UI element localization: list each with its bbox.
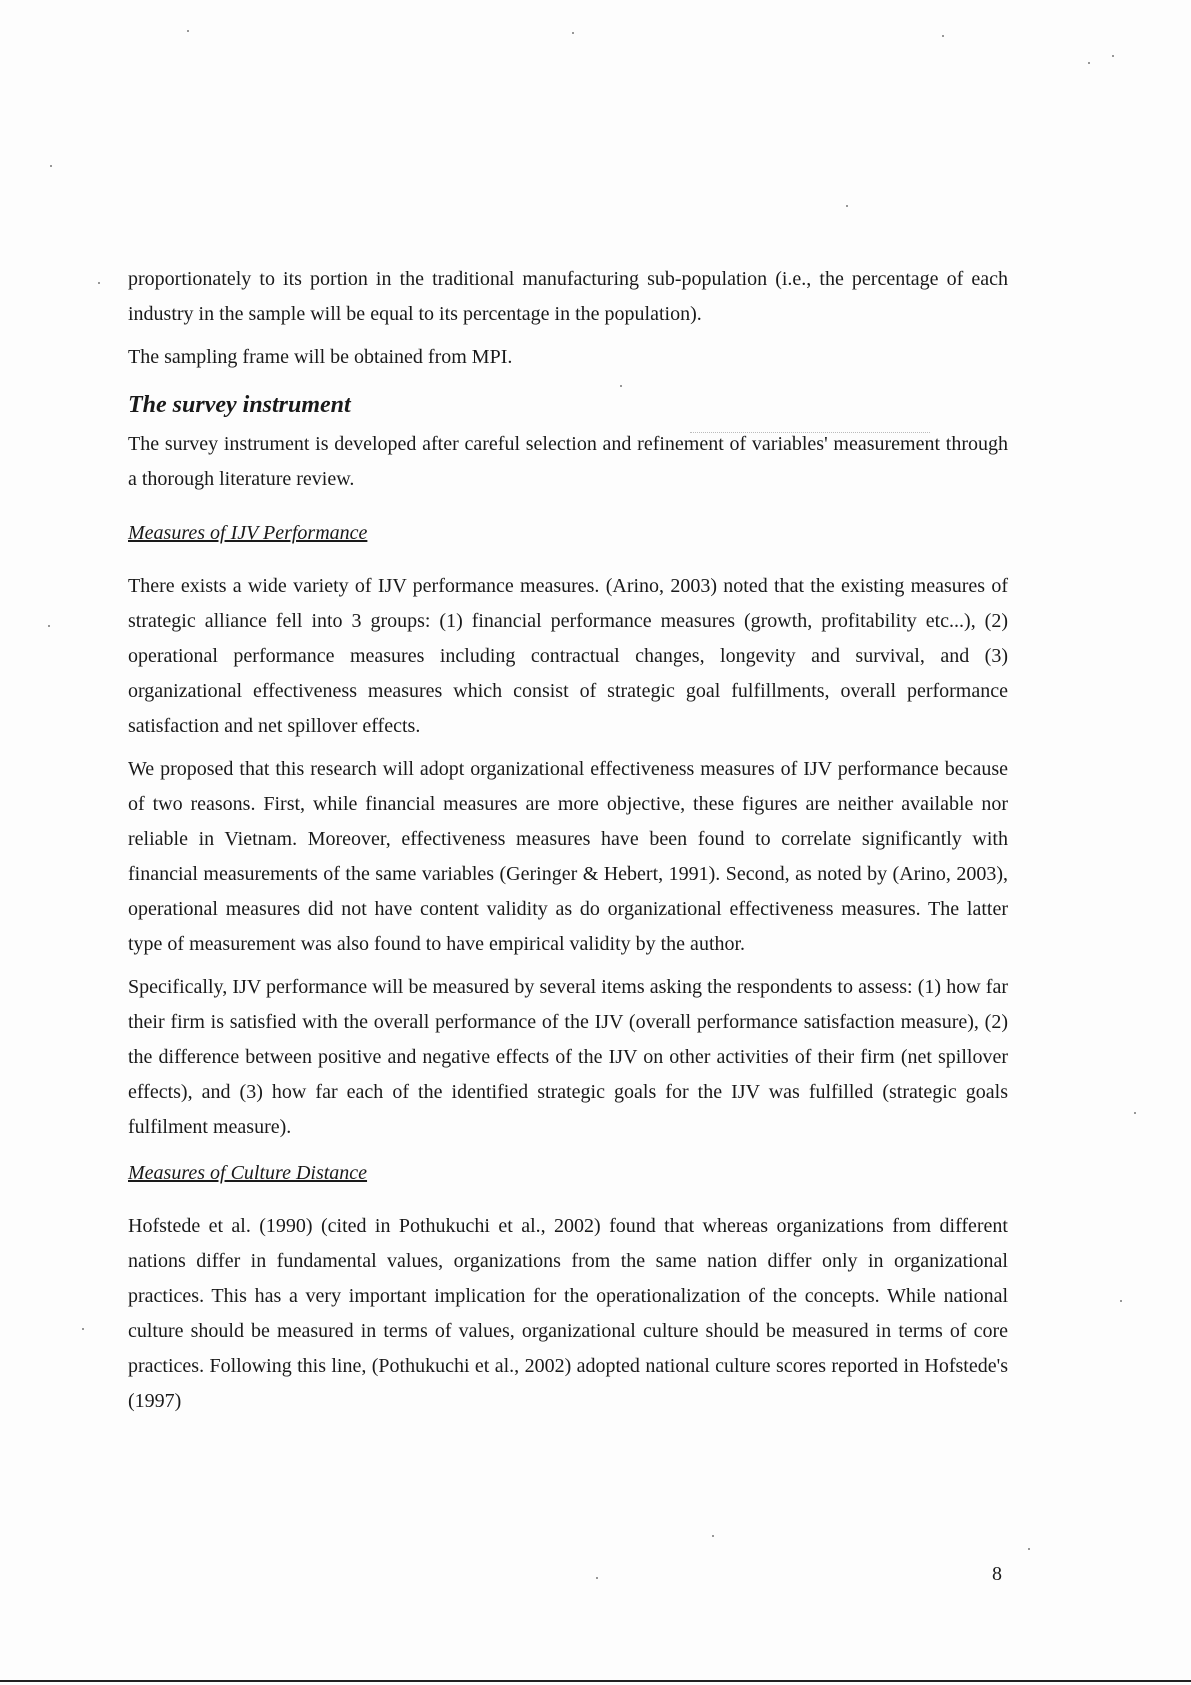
scan-speck — [596, 1577, 598, 1579]
scan-speck — [1088, 62, 1090, 64]
scan-speck — [82, 1328, 84, 1330]
scan-speck — [187, 30, 189, 32]
scan-speck — [48, 625, 50, 627]
paragraph: Specifically, IJV performance will be measured by several items asking the respondents to assess: (1) how far their firm is satisfied with the overall performance of the IJV (overall performance satisfaction measure), (2) the difference between positive and negative effects of the IJV on other activities of their firm (net spillover effects), and (3) how far each of the identified strategic goals for the IJV was fulfilled (strategic goals fulfilment measure). — [128, 976, 1008, 1138]
scan-speck — [1120, 1300, 1122, 1302]
scan-speck — [712, 1535, 714, 1537]
page-number: 8 — [992, 1563, 1002, 1585]
section-heading: The survey instrument — [128, 392, 351, 418]
scan-speck — [50, 165, 52, 167]
scan-speck — [572, 32, 574, 34]
scan-speck — [846, 205, 848, 207]
document-body — [128, 262, 1008, 1427]
subsection-heading: Measures of IJV Performance — [128, 522, 368, 544]
scan-speck — [1134, 1112, 1136, 1114]
paragraph: proportionately to its portion in the traditional manufacturing sub-population (i.e., the percentage of each industry in the sample will be equal to its percentage in the population). — [128, 268, 1008, 325]
paragraph: The sampling frame will be obtained from MPI. — [128, 346, 513, 368]
paragraph: The survey instrument is developed after careful selection and refinement of variables' measurement through a thorough literature review. — [128, 433, 1008, 490]
paragraph: Hofstede et al. (1990) (cited in Pothukuchi et al., 2002) found that whereas organizations from different nations differ in fundamental values, organizations from the same nation differ only in organizational practices. This has a very important implication for the operationalization of the concepts. While national culture should be measured in terms of values, organizational culture should be measured in terms of core practices. Following this line, (Pothukuchi et al., 2002) adopted national culture scores reported in Hofstede's (1997) — [128, 1215, 1008, 1412]
paragraph: There exists a wide variety of IJV performance measures. (Arino, 2003) noted that the existing measures of strategic alliance fell into 3 groups: (1) financial performance measures (growth, profitability etc...), (2) operational performance measures including contractual changes, longevity and survival, and (3) organizational effectiveness measures which consist of strategic goal fulfillments, overall performance satisfaction and net spillover effects. — [128, 575, 1008, 737]
scan-speck — [1112, 55, 1114, 57]
scan-speck — [942, 35, 944, 37]
scan-speck — [1028, 1548, 1030, 1550]
scan-speck — [98, 282, 100, 284]
paragraph: We proposed that this research will adopt organizational effectiveness measures of IJV performance because of two reasons. First, while financial measures are more objective, these figures are neither available nor reliable in Vietnam. Moreover, effectiveness measures have been found to correlate significantly with financial measurements of the same variables (Geringer & Hebert, 1991). Second, as noted by (Arino, 2003), operational measures did not have content validity as do organizational effectiveness measures. The latter type of measurement was also found to have empirical validity by the author. — [128, 758, 1008, 955]
page-edge-rule — [0, 1680, 1191, 1682]
subsection-heading: Measures of Culture Distance — [128, 1162, 368, 1184]
